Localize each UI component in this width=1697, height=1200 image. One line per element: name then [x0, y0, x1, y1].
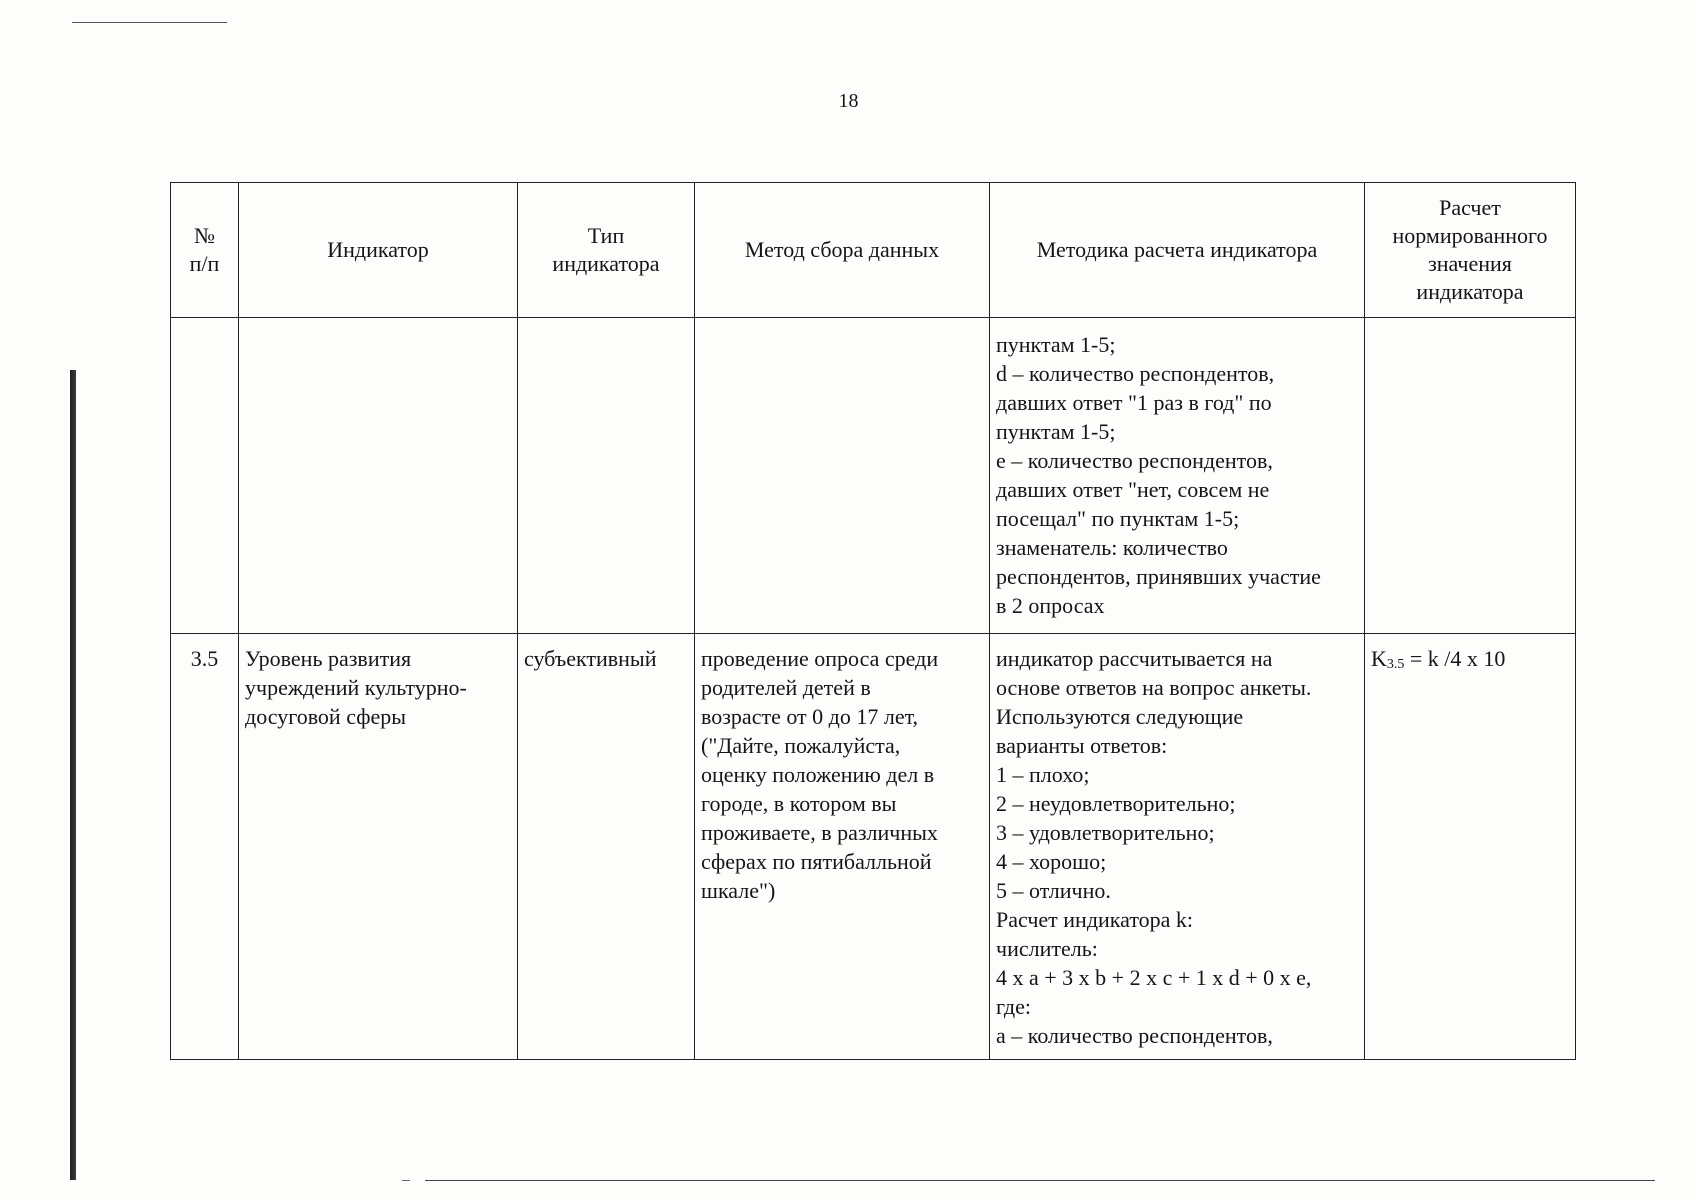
text-line: 3 – удовлетворительно;	[996, 820, 1215, 845]
text-line: пунктам 1-5;	[996, 332, 1116, 357]
formula-subscript: 3.5	[1386, 657, 1405, 672]
header-normalized	[1365, 183, 1576, 318]
text-line: Расчет	[1439, 195, 1501, 220]
text-line: 4 – хорошо;	[996, 849, 1107, 874]
indicator-table	[170, 182, 1576, 1060]
text-line: e – количество респондентов,	[996, 448, 1273, 473]
cell-type-empty	[518, 318, 695, 634]
text-line: посещал" по пунктам 1-5;	[996, 506, 1240, 531]
text-line: значения	[1428, 251, 1512, 276]
text-line: возрасте от 0 до 17 лет,	[701, 704, 919, 729]
text-line: учреждений культурно-	[245, 675, 467, 700]
text-line: Тип	[587, 223, 625, 248]
text-line: Используются следующие	[996, 704, 1244, 729]
text-line: индикатора	[1416, 279, 1524, 304]
text-line: проживаете, в различных	[701, 820, 938, 845]
text-line: a – количество респондентов,	[996, 1023, 1273, 1048]
text-line: Расчет индикатора k:	[996, 907, 1194, 932]
header-num	[171, 183, 239, 318]
text-line: шкале")	[701, 878, 776, 903]
cell-methodology-continued	[990, 318, 1365, 634]
text-line: 4 x a + 3 x b + 2 x c + 1 x d + 0 x e,	[996, 965, 1312, 990]
formula-expression: = k /4 x 10	[1404, 646, 1506, 671]
text-line: Уровень развития	[245, 646, 412, 671]
cell-indicator-empty	[239, 318, 518, 634]
header-methodology	[990, 183, 1365, 318]
formula	[1371, 646, 1505, 671]
text-line: 2 – неудовлетворительно;	[996, 791, 1236, 816]
cell-methodology	[990, 634, 1365, 1060]
table-header-row	[171, 183, 1576, 318]
text-line: городе, в котором вы	[701, 791, 897, 816]
scan-left-edge	[70, 370, 76, 1180]
text-line: варианты ответов:	[996, 733, 1168, 758]
text-line: индикатор рассчитывается на	[996, 646, 1273, 671]
text-line: Метод сбора данных	[744, 237, 940, 262]
text-line: где:	[996, 994, 1031, 1019]
text-line: респондентов, принявших участие	[996, 564, 1321, 589]
table-row-3-5	[171, 634, 1576, 1060]
table-row-continuation	[171, 318, 1576, 634]
text-line: 5 – отлично.	[996, 878, 1111, 903]
formula-symbol: K	[1371, 646, 1387, 671]
text-line: основе ответов на вопрос анкеты.	[996, 675, 1312, 700]
cell-method-empty	[695, 318, 990, 634]
text-line: сферах по пятибалльной	[701, 849, 932, 874]
text-line: индикатора	[552, 251, 660, 276]
cell-type: субъективный	[518, 634, 695, 1060]
cell-normalized-empty	[1365, 318, 1576, 634]
top-margin-rule	[72, 22, 227, 23]
bottom-margin-tick	[402, 1180, 410, 1181]
text-line: п/п	[189, 251, 220, 276]
text-line: Методика расчета индикатора	[1036, 237, 1318, 262]
text-line: №	[194, 223, 215, 248]
text-line: нормированного	[1392, 223, 1548, 248]
text-line: числитель:	[996, 936, 1098, 961]
text-line: в 2 опросах	[996, 593, 1105, 618]
text-line: 1 – плохо;	[996, 762, 1090, 787]
text-line: d – количество респондентов,	[996, 361, 1275, 386]
text-line: пунктам 1-5;	[996, 419, 1116, 444]
page-number: 18	[838, 90, 859, 112]
text-line: ("Дайте, пожалуйста,	[701, 733, 901, 758]
text-line: проведение опроса среди	[701, 646, 939, 671]
text-line: давших ответ "1 раз в год" по	[996, 390, 1272, 415]
cell-num: 3.5	[171, 634, 239, 1060]
text-line: давших ответ "нет, совсем не	[996, 477, 1270, 502]
text-line: родителей детей в	[701, 675, 871, 700]
text-line: Индикатор	[327, 237, 429, 262]
bottom-margin-rule	[425, 1180, 1655, 1181]
text-line: оценку положению дел в	[701, 762, 935, 787]
text-line: досуговой сферы	[245, 704, 407, 729]
cell-indicator	[239, 634, 518, 1060]
cell-normalized	[1365, 634, 1576, 1060]
text-line: знаменатель: количество	[996, 535, 1228, 560]
header-type	[518, 183, 695, 318]
cell-method	[695, 634, 990, 1060]
header-method	[695, 183, 990, 318]
header-indicator	[239, 183, 518, 318]
cell-num-empty	[171, 318, 239, 634]
